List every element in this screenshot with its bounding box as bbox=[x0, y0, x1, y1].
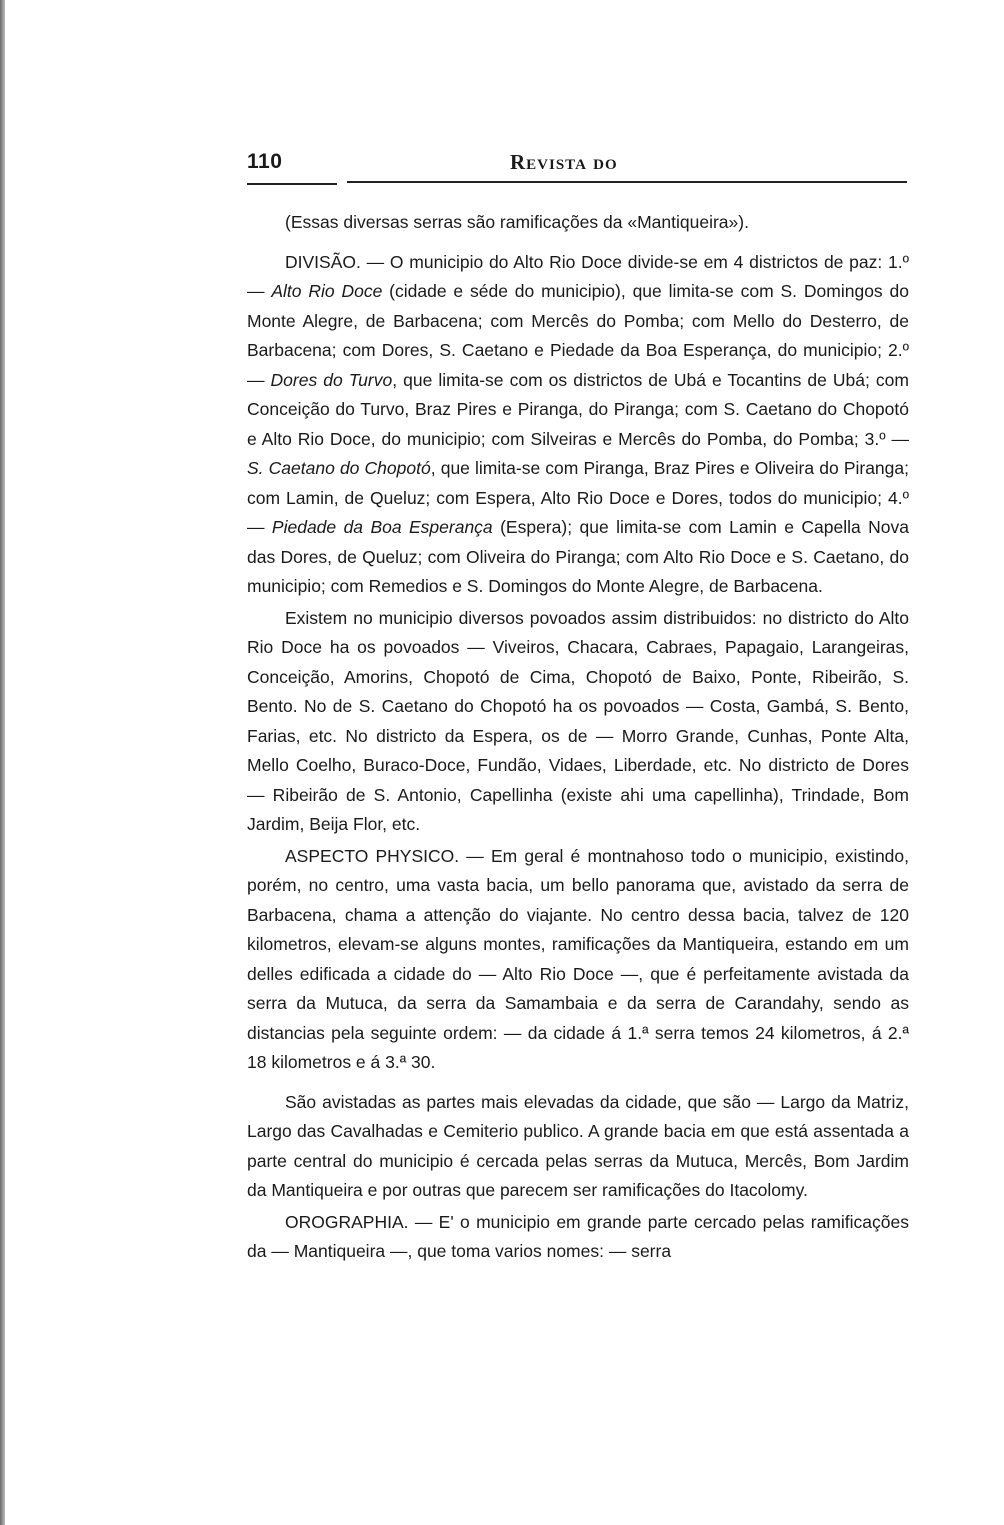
page-header bbox=[247, 150, 907, 190]
paragraph-povoados bbox=[247, 604, 909, 840]
district-name: Dores do Turvo bbox=[270, 369, 393, 390]
paragraph-text: (cidade e séde do municipio), que limita-se com S. Domingos do Monte Alegre, de Barbacena; com Mercês do Pomba; com Mello do Desterro, de Barbacena; com Dores, S. Caetano e Piedade da Boa Esperança, do municipio; 2.º — bbox=[247, 281, 909, 390]
paragraph-text: , que limita-se com os districtos de Ubá e Tocantins de Ubá; com Conceição do Turvo, Braz Pires e Piranga, do Piranga; com S. Caetano do Chopotó e Alto Rio Doce, do municipio; com Silveiras e Mercês do Pomba, do Pomba; 3.º — bbox=[247, 369, 909, 449]
section-heading-aspecto-physico: ASPECTO PHYSICO. — bbox=[285, 845, 491, 866]
paragraph-orographia bbox=[247, 1208, 909, 1267]
district-name: Piedade da Boa Esperança bbox=[271, 517, 493, 537]
section-heading-orographia: OROGRAPHIA. — bbox=[285, 1211, 439, 1232]
page-number: 110 bbox=[247, 150, 283, 173]
paragraph-text: Existem no municipio diversos povoados assim distribuidos: no districto do Alto Rio Doce ha os povoados — Viveiros, Chacara, Cabraes, Papagaio, Larangeiras, Conceição, Amorins, Chopotó de Cima, Chopotó de Baixo, Ponte, Ribeirão, S. Bento. No de S. Caetano do Chopotó ha os povoados — Costa, Gambá, S. Bento, Farias, etc. No districto da Espera, os de — Morro Grande, Cunhas, Ponte Alta, Mello Coelho, Buraco-Doce, Fundão, Vidaes, Liberdade, etc. No districto de Dores — Ribeirão de S. Antonio, Capellinha (existe ahi uma capellinha), Trindade, Bom Jardim, Beija Flor, etc. bbox=[247, 607, 909, 834]
paragraph-text: (Essas diversas serras são ramificações da «Mantiqueira»). bbox=[285, 212, 749, 232]
running-title: Revista do bbox=[510, 150, 618, 174]
body-text bbox=[247, 208, 909, 1267]
paragraph-text: (Espera); que limita-se com Lamin e Capella Nova das Dores, de Queluz; com Oliveira do Piranga; com Alto Rio Doce e S. Caetano, do municipio; com Remedios e S. Domingos do Monte Alegre, de Barbacena. bbox=[247, 517, 909, 596]
district-name: S. Caetano do Chopotó bbox=[247, 458, 431, 478]
district-name: Alto Rio Doce bbox=[271, 281, 383, 301]
paragraph-text: São avistadas as partes mais elevadas da cidade, que são — Largo da Matriz, Largo das Cavalhadas e Cemiterio publico. A grande bacia em que está assentada a parte central do municipio é cercada pelas serras da Mutuca, Mercês, Bom Jardim da Mantiqueira e por outras que parecem ser ramificações do Itacolomy. bbox=[247, 1091, 909, 1200]
paragraph-aspecto-physico bbox=[247, 842, 909, 1078]
header-rule-long bbox=[347, 181, 907, 183]
paragraph-serras-note bbox=[247, 208, 909, 238]
paragraph-text: E' o municipio em grande parte cercado pelas ramificações da — Mantiqueira —, que toma varios nomes: — serra bbox=[247, 1211, 909, 1261]
paragraph-text: Em geral é montnahoso todo o municipio, existindo, porém, no centro, uma vasta bacia, um bello panorama que, avistado da serra de Barbacena, chama a attenção do viajante. No centro dessa bacia, talvez de 120 kilometros, elevam-se alguns montes, ramificações da Mantiqueira, estando em um delles edificada a cidade do — Alto Rio Doce —, que é perfeitamente avistada da serra da Mutuca, da serra da Samambaia e da serra de Carandahy, sendo as distancias pela seguinte ordem: — da cidade á 1.ª serra temos 24 kilometros, á 2.ª 18 kilometros e á 3.ª 30. bbox=[247, 845, 909, 1072]
paragraph-avistadas bbox=[247, 1088, 909, 1206]
paragraph-divisao bbox=[247, 248, 909, 602]
paragraph-text: , que limita-se com Piranga, Braz Pires e Oliveira do Piranga; com Lamin, de Queluz; com Espera, Alto Rio Doce e Dores, todos do municipio; 4.º — bbox=[247, 458, 909, 537]
header-rule-short bbox=[247, 183, 337, 185]
paragraph-text: O municipio do Alto Rio Doce divide-se em 4 districtos de paz: 1.º — bbox=[247, 251, 910, 301]
section-heading-divisao: DIVISÃO. — bbox=[285, 251, 390, 272]
page-edge bbox=[0, 0, 5, 1525]
